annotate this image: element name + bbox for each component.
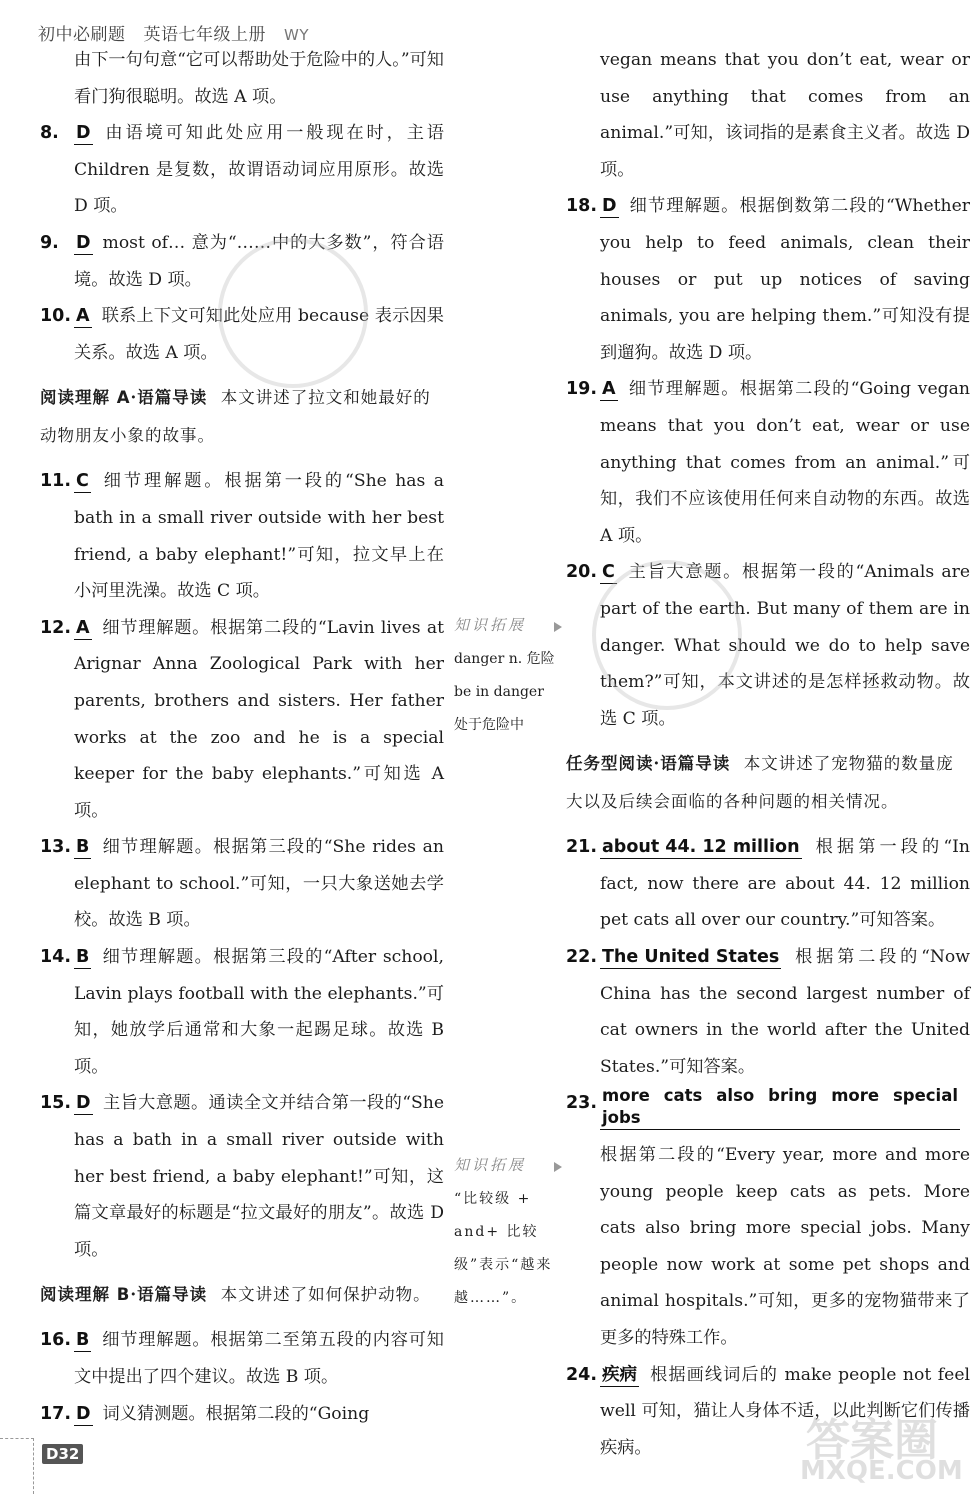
question-number: 21. xyxy=(566,837,598,858)
explanation: 词义猜测题。根据第二段的“Going xyxy=(102,1403,370,1424)
tip-tag: 知识拓展 xyxy=(454,1154,562,1175)
watermark-logo: 答案圈 xyxy=(806,1415,938,1466)
answer-item-13 xyxy=(40,829,444,939)
page-number: D32 xyxy=(42,1444,83,1464)
question-number: 15. xyxy=(40,1093,72,1114)
explanation: 细节理解题。根据第一段的“She has a bath in a small river outside with her best friend, a baby elephant!”可知，拉文早上在小河里洗澡。故选 C 项。 xyxy=(74,471,444,602)
answer-item-22 xyxy=(566,939,970,1085)
answer-item-11 xyxy=(40,463,444,609)
answer-item-18 xyxy=(566,188,970,371)
faint-stamp-right xyxy=(592,560,742,710)
explanation: 根据画线词后的 make people not feel well 可知，猫让人身体不适，以此判断它们传播疾病。 xyxy=(600,1364,970,1458)
answer-item-14 xyxy=(40,939,444,1085)
question-number: 22. xyxy=(566,947,598,968)
explanation: 主旨大意题。通读全文并结合第一段的“She has a bath in a small river outside with her best friend, a baby elephant!”可知，这篇文章最好的标题是“拉文最好的朋友”。故选 D 项。 xyxy=(74,1093,444,1260)
explanation: 由语境可知此处应用一般现在时，主语 Children 是复数，故谓语动词应用原形。故选 D 项。 xyxy=(74,123,444,217)
question-number: 9. xyxy=(40,232,59,253)
question-number: 14. xyxy=(40,947,72,968)
answer-letter: D xyxy=(76,1093,91,1114)
question-number: 17. xyxy=(40,1403,72,1424)
answer-letter: A xyxy=(76,617,90,638)
explanation: most of… 意为“……中的大多数”，符合语境。故选 D 项。 xyxy=(74,232,444,290)
question-number: 24. xyxy=(566,1364,598,1385)
right-column xyxy=(566,44,970,1466)
edition-label: WY xyxy=(284,26,309,44)
book-title: 英语七年级上册 xyxy=(143,25,266,45)
answer-item-15 xyxy=(40,1085,444,1268)
knowledge-tip-1 xyxy=(454,614,562,742)
explanation: 细节理解题。根据第二至第五段的内容可知文中提出了四个建议。故选 B 项。 xyxy=(74,1330,444,1387)
answer-letter: D xyxy=(602,196,617,217)
answer-item-8 xyxy=(40,115,444,225)
question-number: 20. xyxy=(566,562,598,583)
explanation: 根据第一段的“In fact, now there are about 44. 12 million pet cats all over our country.”可知答案。 xyxy=(600,837,970,931)
explanation: 根据第二段的“Every year, more and more young people keep cats as pets. More cats also bring more special jobs. Many people now work at some pet shops and animal hospitals.”可知，更多的宠物猫带来了更多的特殊工作。 xyxy=(600,1145,970,1348)
answer-item-19 xyxy=(566,371,970,554)
answer-letter: C xyxy=(602,562,615,583)
question-number: 10. xyxy=(40,306,72,327)
section-heading-task-reading: 任务型阅读·语篇导读 本文讲述了宠物猫的数量庞大以及后续会面临的各种问题的相关情况。 xyxy=(566,754,954,812)
section-heading-reading-b: 阅读理解 B·语篇导读 本文讲述了如何保护动物。 xyxy=(40,1285,431,1305)
watermark-url: MXQE.COM xyxy=(800,1456,963,1486)
answer-item-24 xyxy=(566,1357,970,1467)
question-number: 18. xyxy=(566,196,598,217)
question-number: 12. xyxy=(40,617,72,638)
explanation: 联系上下文可知此处应用 because 表示因果关系。故选 A 项。 xyxy=(74,306,444,363)
answer-item-17 xyxy=(40,1396,444,1433)
answer-letter: A xyxy=(602,379,616,400)
answer-letter: D xyxy=(76,232,91,253)
answer-letter: D xyxy=(76,123,91,144)
explanation: 细节理解题。根据第二段的“Going vegan means that you don’t eat, wear or use anything that comes from an animal.”可知，我们不应该使用任何来自动物的东西。故选 A 项。 xyxy=(600,379,970,546)
section-heading-reading-a: 阅读理解 A·语篇导读 本文讲述了拉文和她最好的动物朋友小象的故事。 xyxy=(40,388,431,446)
explanation: 细节理解题。根据倒数第二段的“Whether you help to feed animals, clean their houses or put up notices of saving animals, you are helping them.”可知没有提到遛狗。故选 D 项。 xyxy=(600,196,970,363)
knowledge-tip-2 xyxy=(454,1154,562,1315)
faint-stamp-left xyxy=(218,238,368,388)
answer-item-23 xyxy=(566,1085,970,1356)
explanation: 主旨大意题。根据第一段的“Animals are part of the earth. But many of them are in danger. What should we do to help save them?”可知，本文讲述的是怎样拯救动物。故选 C 项。 xyxy=(600,562,970,729)
explanation: 细节理解题。根据第三段的“After school, Lavin plays football with the elephants.”可知，她放学后通常和大象一起踢足球。故选 B 项。 xyxy=(74,947,444,1077)
answer-letter: B xyxy=(76,837,90,858)
answer-item-12 xyxy=(40,610,444,830)
answer-item-21 xyxy=(566,829,970,939)
answer-phrase: more cats also bring more special jobs xyxy=(600,1085,960,1130)
question-number: 11. xyxy=(40,471,72,492)
answer-letter: D xyxy=(76,1403,91,1424)
question-number: 8. xyxy=(40,123,59,144)
answer-letter: B xyxy=(76,947,90,968)
question-number: 13. xyxy=(40,837,72,858)
answer-item-16 xyxy=(40,1322,444,1395)
answer-letter: A xyxy=(76,306,90,327)
answer-letter: B xyxy=(76,1330,90,1351)
tip-body: “比较级 + and+ 比较级”表示“越来越……”。 xyxy=(454,1191,553,1306)
continued-text: vegan means that you don’t eat, wear or use anything that comes from an animal.”可知，该词指的是素食主义者。故选 D 项。 xyxy=(600,50,970,180)
explanation: 细节理解题。根据第二段的“Lavin lives at Arignar Anna Zoological Park with her parents, brothers and sisters. Her father works at the zoo and he is a special keeper for the baby elephants.”可知选 A 项。 xyxy=(74,617,444,821)
continued-text: 由下一句句意“它可以帮助处于危险中的人。”可知看门狗很聪明。故选 A 项。 xyxy=(74,50,444,107)
question-number: 19. xyxy=(566,379,598,400)
answer-phrase: about 44. 12 million xyxy=(602,837,800,858)
tip-body: danger n. 危险 be in danger 处于危险中 xyxy=(454,651,555,733)
page-corner-mark xyxy=(0,1438,34,1494)
explanation: 根据第二段的“Now China has the second largest number of cat owners in the world after the United States.”可知答案。 xyxy=(600,947,970,1077)
answer-letter: C xyxy=(76,471,89,492)
series-title: 初中必刷题 xyxy=(38,25,126,45)
question-number: 16. xyxy=(40,1330,72,1351)
question-number: 23. xyxy=(566,1093,598,1114)
answer-phrase: The United States xyxy=(602,947,780,968)
left-column xyxy=(40,44,444,1432)
explanation: 细节理解题。根据第三段的“She rides an elephant to school.”可知，一只大象送她去学校。故选 B 项。 xyxy=(74,837,444,931)
answer-word: 疾病 xyxy=(602,1364,637,1385)
tip-tag: 知识拓展 xyxy=(454,614,562,635)
